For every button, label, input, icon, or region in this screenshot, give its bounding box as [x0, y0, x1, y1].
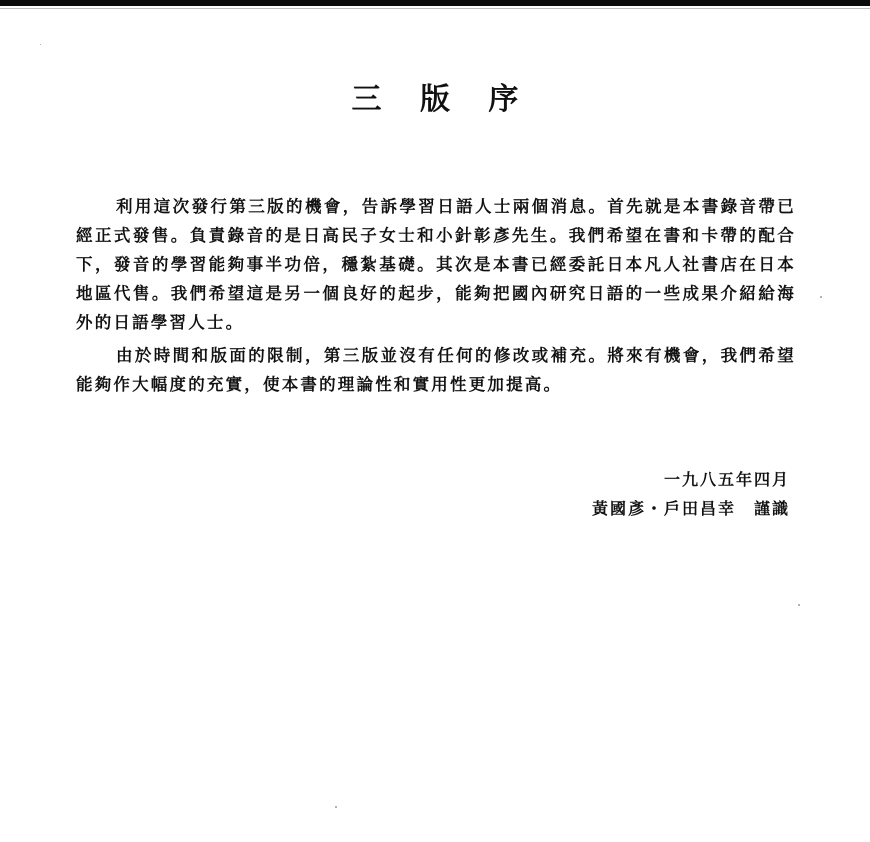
preface-paragraph-1: 利用這次發行第三版的機會，告訴學習日語人士兩個消息。首先就是本書錄音帶已經正式發售。負責錄音的是日高民子女士和小針彰彥先生。我們希望在書和卡帶的配合下，發音的學習能夠事半功倍，穩紮基礎。其次是本書已經委託日本凡人社書店在日本地區代售。我們希望這是另一個良好的起步，能夠把國內研究日語的一些成果介紹給海外的日語學習人士。: [76, 197, 796, 332]
preface-paragraph-2: 由於時間和版面的限制，第三版並沒有任何的修改或補充。將來有機會，我們希望能夠作大幅度的充實，使本書的理論性和實用性更加提高。: [76, 346, 796, 394]
scan-speck: [335, 806, 337, 808]
scan-speck: [798, 604, 800, 606]
top-border-rule: [0, 0, 870, 6]
page-title: 三 版 序: [351, 82, 533, 117]
top-border-shadow: [0, 8, 870, 9]
scan-speck: [40, 44, 41, 45]
scan-speck: [820, 296, 822, 298]
preface-date: 一九八五年四月: [663, 470, 790, 489]
preface-signature: 黃國彥・戶田昌幸 謹識: [591, 499, 790, 518]
preface-body: [76, 192, 796, 399]
